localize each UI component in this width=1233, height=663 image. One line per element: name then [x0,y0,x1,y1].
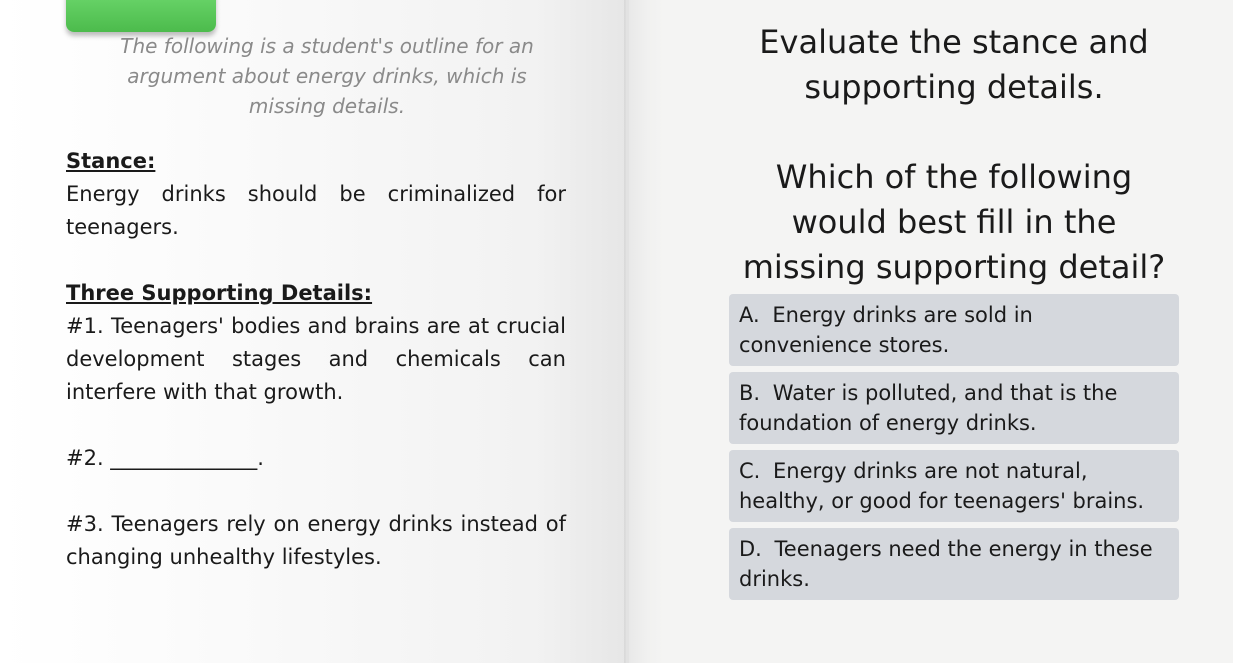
question-prompt: Which of the following would best fill in the missing supporting detail? [742,158,1166,286]
outline-content [66,145,566,574]
option-text: Energy drinks are sold in convenience stores. [739,303,1033,357]
answer-option-c[interactable] [729,450,1179,522]
details-heading: Three Supporting Details: [66,281,373,305]
option-letter: D. [739,537,762,561]
option-text: Teenagers need the energy in these drinks. [739,537,1153,591]
option-text: Energy drinks are not natural, healthy, or good for teenagers' brains. [739,459,1145,513]
question-title: Evaluate the stance and supporting details. [759,23,1149,106]
spine-shadow [624,0,664,663]
detail-3: #3. Teenagers rely on energy drinks instead of changing unhealthy lifestyles. [66,512,566,569]
option-letter: A. [739,303,760,327]
outline-intro: The following is a student's outline for an argument about energy drinks, which is missing details. [120,34,534,118]
answer-option-a[interactable] [729,294,1179,366]
option-letter: B. [739,381,761,405]
detail-2-blank: #2. ______________. [66,446,264,470]
option-letter: C. [739,459,761,483]
answer-options [729,294,1179,606]
green-tab-button[interactable] [66,0,216,32]
answer-option-b[interactable] [729,372,1179,444]
stance-text: Energy drinks should be criminalized for teenagers. [66,182,566,239]
detail-1: #1. Teenagers' bodies and brains are at crucial development stages and chemicals can interfere with that growth. [66,314,566,404]
option-text: Water is polluted, and that is the foundation of energy drinks. [739,381,1118,435]
stance-heading: Stance: [66,149,156,173]
answer-option-d[interactable] [729,528,1179,600]
spine [626,0,629,663]
